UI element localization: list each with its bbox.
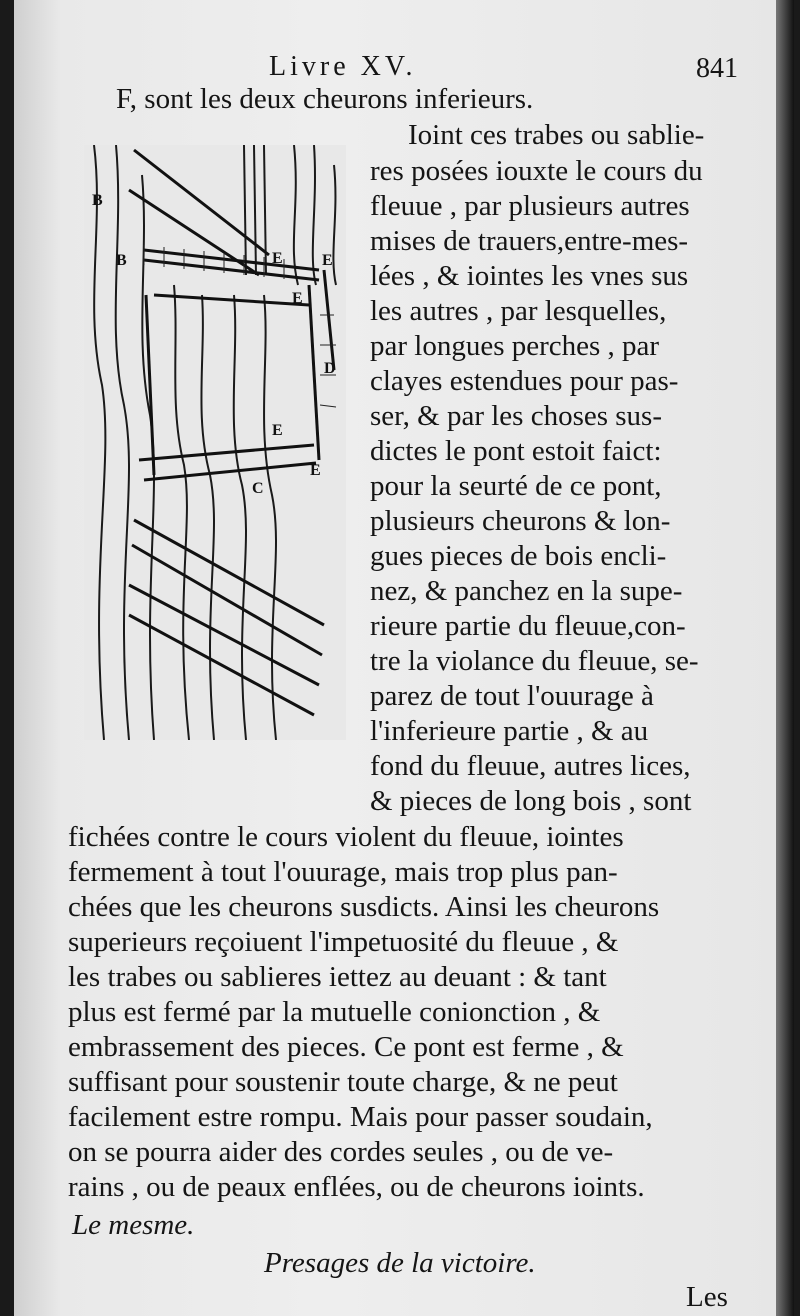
body-line-31: on se pourra aider des cordes seules , ou de ve- (68, 1136, 614, 1168)
body-line-13: plusieurs cheurons & lon- (370, 505, 671, 537)
figure-label-e-3: E (292, 290, 303, 307)
figure-label-b-1: B (92, 192, 103, 209)
bridge-woodcut-illustration (84, 145, 346, 740)
body-line-9: clayes estendues pour pas- (370, 365, 679, 397)
body-line-14: gues pieces de bois encli- (370, 540, 667, 572)
body-line-1: F, sont les deux cheurons inferieurs. (116, 83, 534, 115)
book-page (14, 0, 794, 1316)
body-line-15: nez, & panchez en la supe- (370, 575, 683, 607)
running-title: Livre XV. (269, 51, 417, 82)
figure-label-d: D (324, 360, 336, 377)
figure-label-c: C (252, 480, 264, 497)
body-line-10: ser, & par les choses sus- (370, 400, 662, 432)
figure-label-e-5: E (310, 462, 321, 479)
book-gutter-shadow (776, 0, 794, 1316)
body-line-5: mises de trauers,entre-mes- (370, 225, 689, 257)
body-line-20: fond du fleuue, autres lices, (370, 750, 691, 782)
body-line-8: par longues perches , par (370, 330, 660, 362)
section-heading: Presages de la victoire. (264, 1247, 536, 1279)
catchword: Les (686, 1281, 728, 1313)
body-line-17: tre la violance du fleuue, se- (370, 645, 699, 677)
body-line-12: pour la seurté de ce pont, (370, 470, 662, 502)
body-line-4: fleuue , par plusieurs autres (370, 190, 690, 222)
body-line-32: rains , ou de peaux enflées, ou de cheurons ioints. (68, 1171, 645, 1203)
figure-label-e-4: E (272, 422, 283, 439)
figure-label-b-2: B (116, 252, 127, 269)
body-line-18: parez de tout l'ouurage à (370, 680, 654, 712)
body-line-27: plus est fermé par la mutuelle conionction , & (68, 996, 601, 1028)
attribution: Le mesme. (72, 1209, 195, 1241)
body-line-19: l'inferieure partie , & au (370, 715, 649, 747)
body-line-6: lées , & iointes les vnes sus (370, 260, 689, 292)
body-line-28: embrassement des pieces. Ce pont est ferme , & (68, 1031, 624, 1063)
page-number: 841 (696, 53, 738, 84)
body-line-24: chées que les cheurons susdicts. Ainsi les cheurons (68, 891, 660, 923)
body-line-16: rieure partie du fleuue,con- (370, 610, 686, 642)
body-line-11: dictes le pont estoit faict: (370, 435, 662, 467)
body-line-29: suffisant pour soustenir toute charge, & ne peut (68, 1066, 618, 1098)
body-line-3: res posées iouxte le cours du (370, 155, 703, 187)
figure-label-e-1: E (272, 250, 283, 267)
body-line-25: superieurs reçoiuent l'impetuosité du fleuue , & (68, 926, 619, 958)
body-line-23: fermement à tout l'ouurage, mais trop plus pan- (68, 856, 618, 888)
body-line-7: les autres , par lesquelles, (370, 295, 667, 327)
body-line-22: fichées contre le cours violent du fleuue, iointes (68, 821, 624, 853)
body-line-2: Ioint ces trabes ou sablie- (408, 119, 705, 151)
body-line-21: & pieces de long bois , sont (370, 785, 692, 817)
body-line-30: facilement estre rompu. Mais pour passer soudain, (68, 1101, 653, 1133)
figure-label-e-2: E (322, 252, 333, 269)
body-line-26: les trabes ou sablieres iettez au deuant : & tant (68, 961, 607, 993)
